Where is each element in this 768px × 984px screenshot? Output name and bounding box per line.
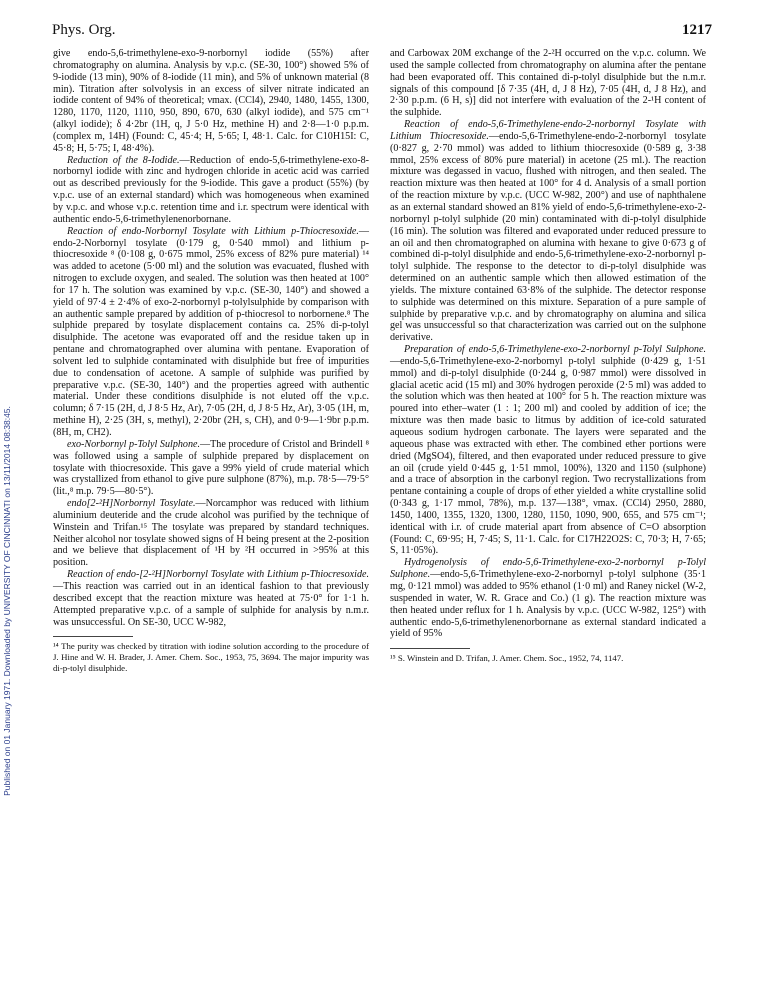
paragraph: give endo-5,6-trimethylene-exo-9-norbornyl iodide (55%) after chromatography on alumina. Analysis by v.p.c. (SE-30, 100°) showed 5% of 9-iodide (13 min), 90% of 8-iodide (11 min), and 5% of unknown material (8 min). Titration after solvolysis in an excess of silver nitrate indicated an iodide content of 94% of theoretical; νmax. (CCl4), 2940, 1480, 1455, 1300, 1280, 1170, 1120, 1110, 950, 890, 670, 630 (alkyl iodide), and 575 cm⁻¹ (alkyl iodide); δ 4·2br (1H, q, J 5·0 Hz, methine H) and 2·8—1·0 p.p.m. (complex m, 14H) (Found: C, 45·4; H, 5·65; I, 48·1. Calc. for C10H15I: C, 45·8; H, 5·75; I, 48·4%). [53, 48, 369, 154]
section-heading: endo[2-²H]Norbornyl Tosylate. [67, 498, 196, 510]
paragraph [53, 439, 369, 498]
footnote: ¹⁵ S. Winstein and D. Trifan, J. Amer. Chem. Soc., 1952, 74, 1147. [390, 653, 624, 664]
paragraph [390, 344, 706, 557]
paragraph-body: —endo-5,6-Trimethylene-endo-2-norbornyl tosylate (0·827 g, 2·70 mmol) was added to lithium thiocresoxide (0·589 g, 3·38 mmol, 25% excess of 80% pure material) in acetone (25 ml.). The reaction mixture was degassed in vacuo, flushed with nitrogen, and then sealed. The reaction mixture was then heated at 100° for 4 d. Analysis of a small portion of the reaction mixture by v.p.c. (UCC W-982, 200°) and use of naphthalene as an external standard showed an 81% yield of endo-5,6-trimethylene-exo-2-norbornyl p-tolyl sulphide (20 min) contaminated with di-p-tolyl disulphide (16 min). The solution was filtered and evaporated under reduced pressure to an oil and then chromatographed on alumina with hexane to give 0·673 g of combined di-p-tolyl disulphide and endo-5,6-trimethylene-exo-2-norbornyl p-tolyl sulphide. The response to the detector to di-p-tolyl disulphide was determined on an authentic sample which then allowed estimation of the yields. The mixture contained 63·8% of the sulphide. The detector response to sulphide was determined on this mixture. Separation of a pure sample of sulphide by preparative v.p.c. and by chromatography on alumina and silica gel was unsuccessful so that characterization was carried out on the sulphone derivative. [390, 130, 706, 344]
paragraph-body: —This reaction was carried out in an identical fashion to that previously described except that the reaction mixture was heated at 75·0° for 1·1 h. Attempted preparative v.p.c. of a sample of sulphide for analysis by n.m.r. was unsuccessful. On SE-30, UCC W-982, [53, 580, 369, 628]
footnote-rule [53, 636, 133, 637]
left-column [53, 48, 369, 673]
paragraph-body: —Reduction of endo-5,6-trimethylene-exo-8-norbornyl iodide with zinc and hydrogen chloride in acetic acid was carried out as described previously for the 9-iodide. This gave a product (55%) (by v.p.c. use of an external standard) which was homogeneous when examined by v.p.c. and whose v.p.c. retention time and i.r. spectrum were identical with authentic endo-5,6-trimethylenenorbornane. [53, 154, 369, 225]
paragraph-body: —endo-5,6-Trimethylene-exo-2-norbornyl p-tolyl sulphone (35·1 mg, 0·121 mmol) was added to 95% ethanol (1·0 ml) and Raney nickel (W-2, suspended in water, W. R. Grace and Co.) (1 g). The reaction mixture was then heated under reflux for 1 h. Analysis by v.p.c. (UCC W-982, 125°) with authentic endo-5,6-trimethylenenorbornane as external standard indicated a yield of 95% [390, 569, 706, 640]
paragraph-body: —endo-5,6-Trimethylene-exo-2-norbornyl p-tolyl sulphide (0·429 g, 1·51 mmol) and di-p-tolyl disulphide (0·244 g, 0·987 mmol) were dissolved in glacial acetic acid (15 ml) and 30% hydrogen peroxide (2·5 ml) was added to the solution which was then heated at 100° for 5 h. The reaction mixture was poured into ether–water (1 : 1; 200 ml) and cooled by addition of ice; the mixture was then made basic to litmus by addition of ice-cold saturated aqueous sodium hydrogen carbonate. The layers were separated and the aqueous phase was extracted with ether. The combined ether portions were dried (MgSO4), filtered, and then evaporated under reduced pressure to give an oil (crude yield 0·445 g, 1·51 mmol, 100%), 1320 and 1150 (sulphone) and a trace of absorption in the carbonyl region. Two recrystallizations from pentane containing a couple of drops of ether yielded a white crystalline solid (0·343 g, 1·17 mmol, 78%), m.p. 137—138°, νmax. (CCl4) 2950, 2880, 1450, 1400, 1355, 1320, 1300, 1280, 1150, 1090, 900, 655, and 575 cm⁻¹; identical with i.r. of crude material apart from absence of C=O absorption (Found: C, 69·95; H, 7·45; S, 11·1. Calc. for C17H22O2S: C, 70·3; H, 7·65; S, 11·05%). [390, 355, 706, 557]
paragraph [390, 557, 706, 640]
paragraph [53, 498, 369, 569]
page-number: 1217 [682, 22, 712, 38]
section-heading: Hydrogenolysis of endo-5,6-Trimethylene-exo-2-norbornyl p-Tolyl Sulphone. [390, 557, 706, 581]
section-heading: Reduction of the 8-Iodide. [67, 154, 180, 166]
section-heading: Preparation of endo-5,6-Trimethylene-exo-2-norbornyl p-Tolyl Sulphone. [404, 344, 706, 356]
paragraph [53, 569, 369, 628]
page-header [52, 22, 712, 44]
section-heading: Reaction of endo-Norbornyl Tosylate with Lithium p-Thiocresoxide. [67, 225, 359, 237]
section-heading: exo-Norbornyl p-Tolyl Sulphone. [67, 438, 201, 450]
section-heading: Reaction of endo-[2-²H]Norbornyl Tosylate with Lithium p-Thiocresoxide. [67, 569, 369, 581]
paragraph [53, 226, 369, 439]
paragraph-body: —endo-2-Norbornyl tosylate (0·179 g, 0·540 mmol) and lithium p-thiocresoxide ⁸ (0·108 g, 0·675 mmol, 25% excess of 82% pure material) ¹⁴ was added to acetone (5·00 ml) and the solution was evacuated, flushed with nitrogen to exclude oxygen, and sealed. The solution was then heated at 100° for 17 h. The solution was examined by v.p.c. (SE-30, 140°) and showed a yield of 97·4 ± 2·4% of exo-2-norbornyl p-tolylsulphide by comparison with an authentic sample prepared by addition of p-thiocresol to norbornene.⁸ The sulphide prepared by tosylate displacement contains ca. 25% di-p-tolyl disulphide. The acetone was evaporated off and the residue taken up in pentane and chromatographed over alumina with pentane. Evaporation of solvent led to sulphide contaminated with disulphide but free of impurities due to condensation of acetone. A sample of sulphide was purified by preparative v.p.c. (SE-30, 140°) and the properties agreed with authentic material. Under these conditions disulphide is not eluted off the v.p.c. column; δ 7·15 (2H, d, J 8·5 Hz, Ar), 7·05 (2H, d, J 8·5 Hz, Ar), 3·05 (1H, m, methine H), 2·25 (3H, s, methyl), 2·20br (2H, s, CH), and 0·9—1·9br p.p.m. (8H, m, CH2). [53, 225, 369, 438]
section-heading: Reaction of endo-5,6-Trimethylene-endo-2-norbornyl Tosylate with Lithium Thiocresoxide. [390, 119, 706, 142]
footnote: ¹⁴ The purity was checked by titration with iodine solution according to the procedure of J. Hine and W. H. Brader, J. Amer. Chem. Soc., 1953, 75, 3694. The major impurity was di-p-tolyl disulphide. [53, 641, 369, 673]
paragraph: and Carbowax 20M exchange of the 2-²H occurred on the v.p.c. column. We used the sample collected from chromatography on alumina after the pentane had been evaporated off. This contained di-p-tolyl disulphide but the n.m.r. signals of this compound [δ 7·35 (4H, d, J 8 Hz), 7·05 (4H, d, J 8 Hz), and 2·30 p.p.m. (6 H, s)] did not interfere with evaluation of the 2-¹H content of the sulphide. [390, 48, 706, 119]
journal-title: Phys. Org. [52, 22, 116, 38]
right-column [390, 48, 706, 664]
paragraph [390, 119, 706, 344]
paragraph-body: —Norcamphor was reduced with lithium aluminium deuteride and the crude alcohol was purified by the technique of Winstein and Trifan.¹⁵ The tosylate was prepared by standard techniques. Neither alcohol nor tosylate showed signs of H being present at the 2-position and we believe that displacement of ¹H by ²H occurred in >95% at this position. [53, 498, 369, 569]
footnote-rule [390, 648, 470, 649]
paragraph [53, 155, 369, 226]
paragraph-body: —The procedure of Cristol and Brindell ⁸ was followed using a sample of sulphide prepared by displacement on tosylate with thiocresoxide. This gave a 99% yield of crude material which was crystallized from ethanol to give pure sulphone (87%), m.p. 78·5—79·5° (lit.,⁸ m.p. 79·5—80·5°). [53, 438, 370, 498]
publication-sidebar[interactable]: Published on 01 January 1971. Downloaded by UNIVERSITY OF CINCINNATI on 13/11/2014 08:38:45. [2, 406, 12, 796]
